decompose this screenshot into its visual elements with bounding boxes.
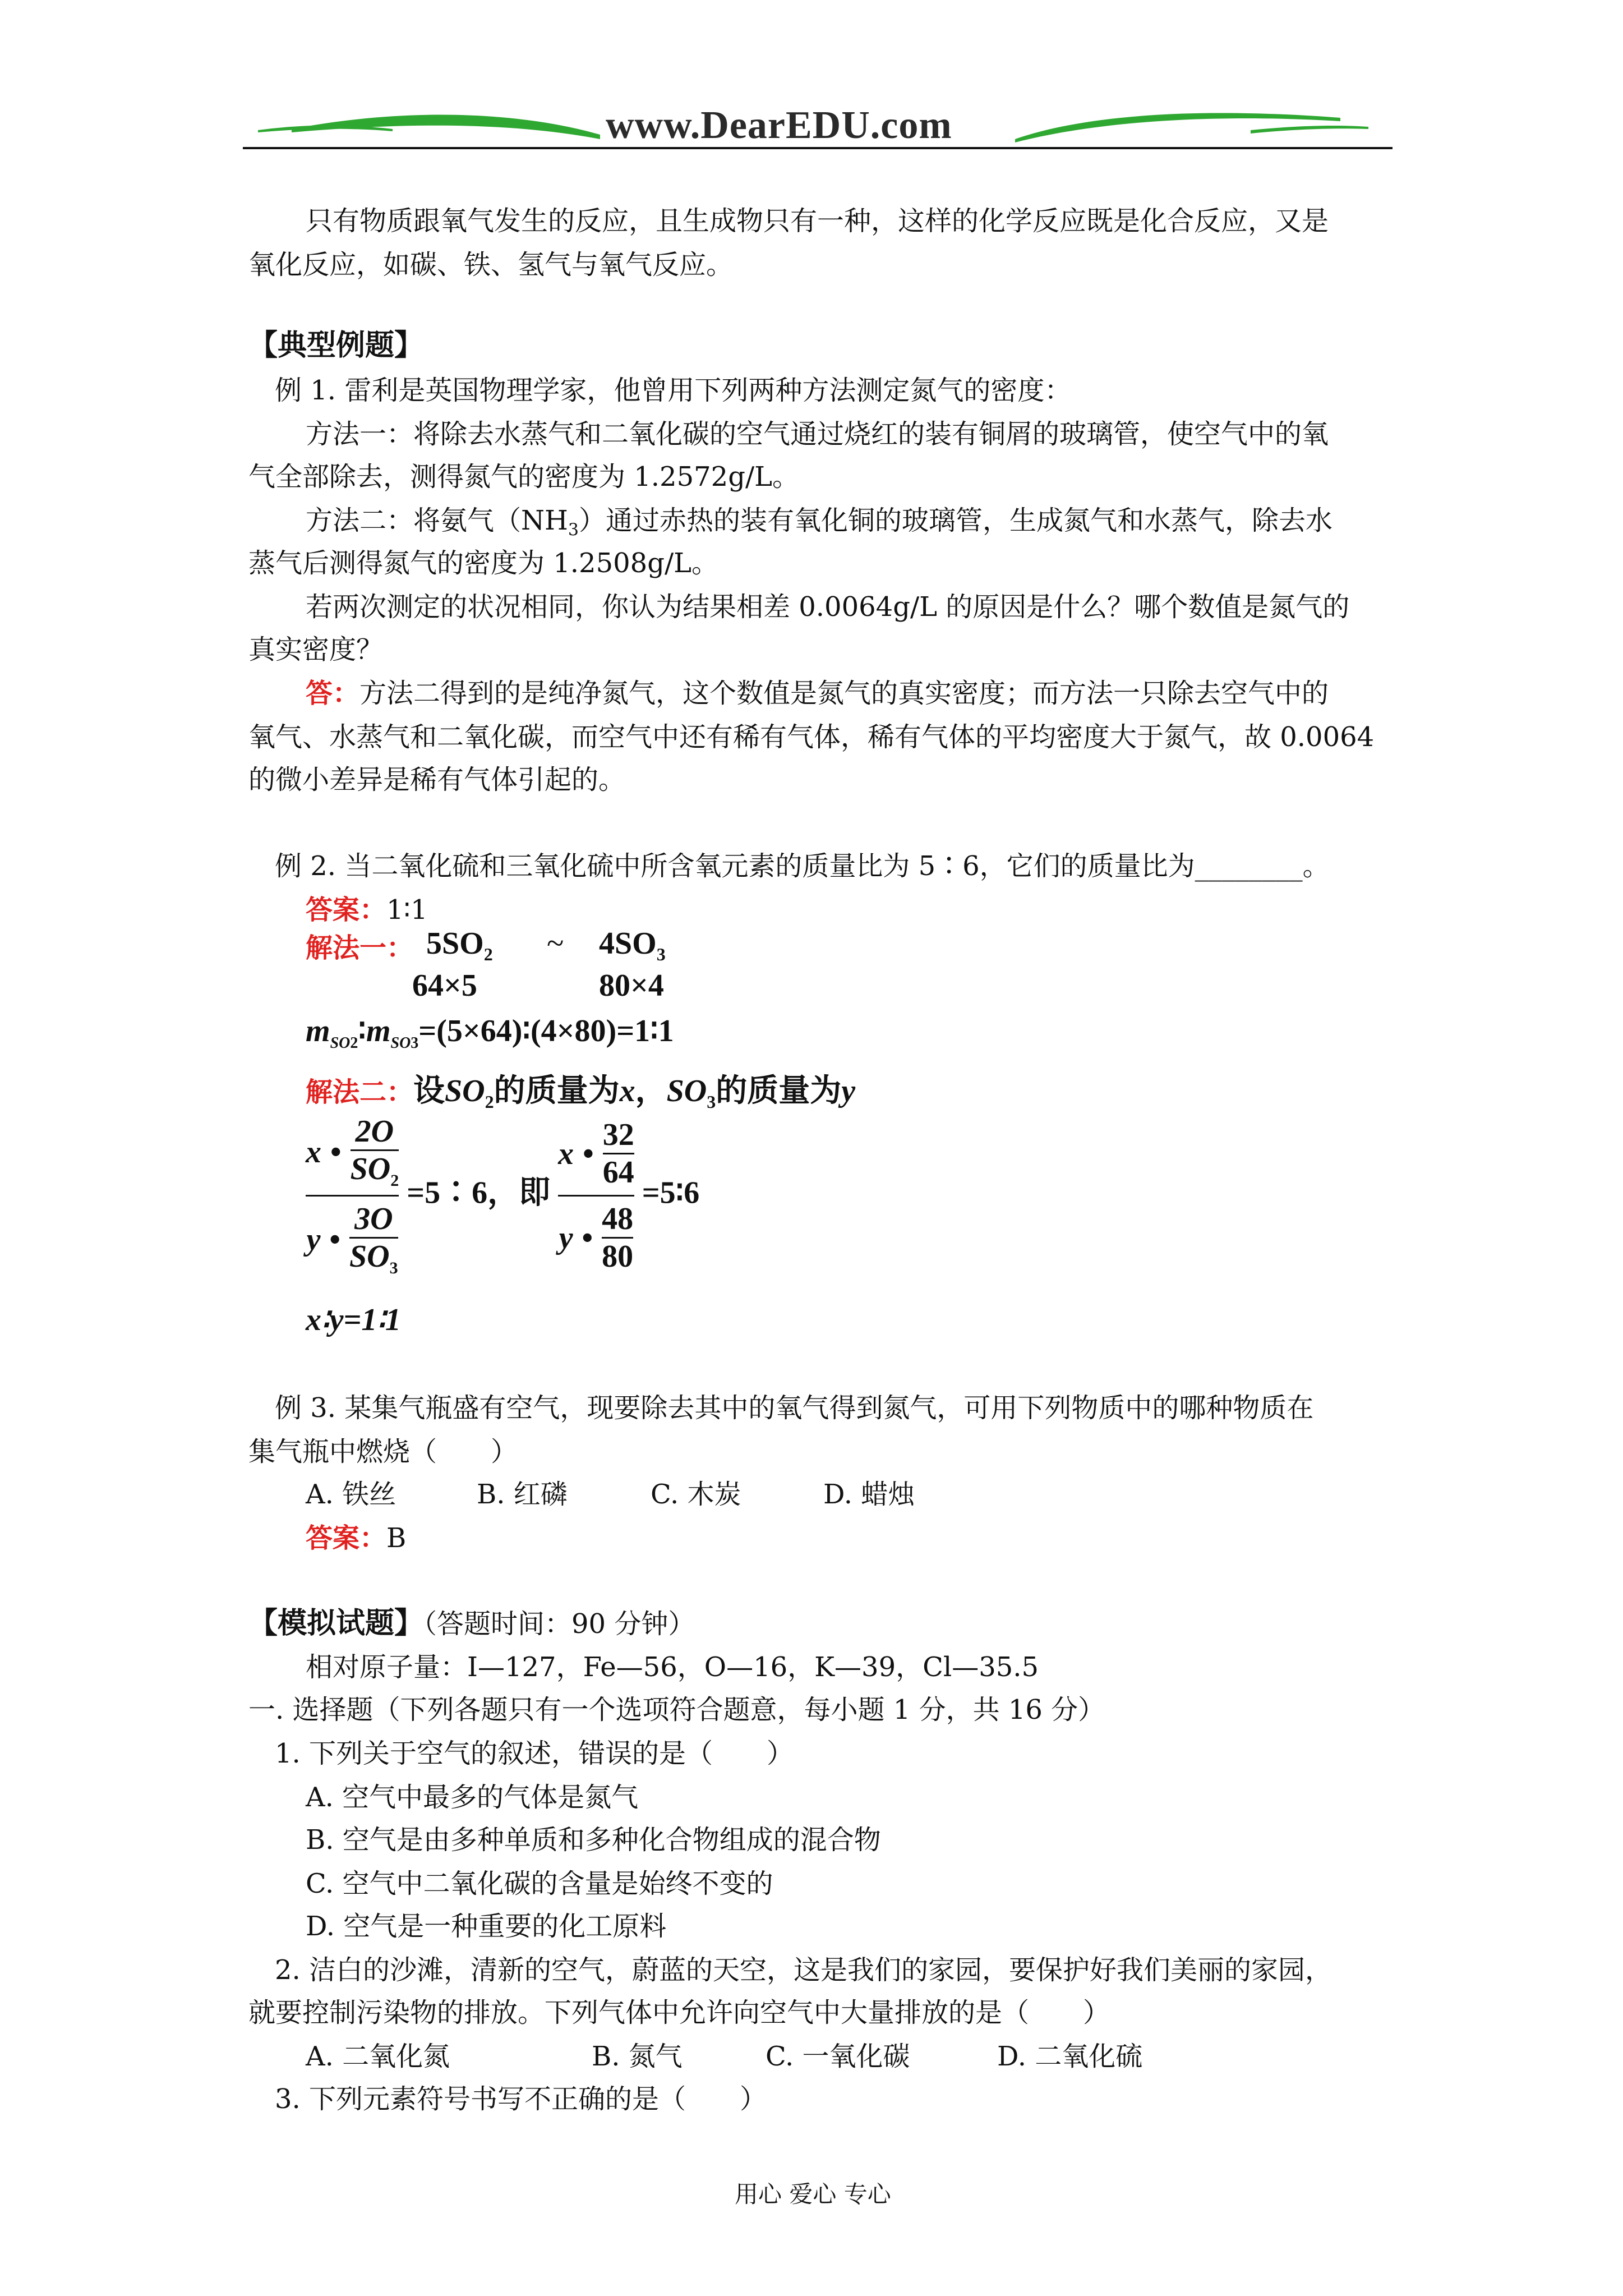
ex2-question: 例 2. 当二氧化硫和三氧化硫中所含氧元素的质量比为 5∶6，它们的质量比为________。 — [275, 850, 1330, 882]
ex1-question: 例 1. 雷利是英国物理学家，他曾用下列两种方法测定氮气的密度： — [275, 375, 1072, 406]
page-footer: 用心 爱心 专心 — [735, 2180, 891, 2208]
ex3-option-c: C. 木炭 — [651, 1479, 741, 1510]
section-title-mock: 【模拟试题】（答题时间：90 分钟） — [248, 1606, 695, 1640]
ex1-method1-line1: 方法一：将除去水蒸气和二氧化碳的空气通过烧红的装有铜屑的玻璃管，使空气中的氧 — [306, 418, 1329, 450]
q1: 1. 下列关于空气的叙述，错误的是（ ） — [275, 1738, 794, 1769]
ex2-sol1-tilde: ~ — [547, 926, 564, 961]
ex2-final: x∶y=1∶1 — [306, 1303, 401, 1337]
ex2-solution1-label: 解法一： — [306, 932, 414, 964]
ex1-method1-line2: 气全部除去，测得氮气的密度为 1.2572g/L。 — [248, 461, 799, 493]
intro-line-1: 只有物质跟氧气发生的反应，且生成物只有一种，这样的化学反应既是化合反应，又是 — [306, 205, 1329, 237]
q2-option-d: D. 二氧化硫 — [997, 2041, 1143, 2072]
ex1-method2-line1: 方法二：将氨气$(NH_3)$通过赤热的装有氧化铜的玻璃管，生成氮气和水蒸气，除去水 — [306, 505, 1332, 540]
header-rule — [243, 147, 1393, 149]
q2-option-b: B. 氮气 — [592, 2041, 683, 2072]
part1-heading: 一. 选择题（下列各题只有一个选项符合题意，每小题 1 分，共 16 分） — [248, 1694, 1105, 1726]
ex3-option-a: A. 铁丝 — [306, 1479, 396, 1510]
answer-label: 答： — [306, 678, 360, 709]
q1-option-c: C. 空气中二氧化碳的含量是始终不变的 — [306, 1868, 773, 1899]
q1-option-b: B. 空气是由多种单质和多种化合物组成的混合物 — [306, 1824, 881, 1856]
ex2-sol1-ratio: $m_{SO2}∶m_{SO3}=(5\times 64)∶(4\times 80)=1∶1$ — [306, 1014, 674, 1052]
q1-option-a: A. 空气中最多的气体是氮气 — [306, 1782, 639, 1813]
q2-line2: 就要控制污染物的排放。下列气体中允许向空气中大量排放的是（ ） — [248, 1997, 1110, 2028]
ex3-option-b: B. 红磷 — [477, 1479, 568, 1510]
atomic-masses: 相对原子量：I—127，Fe—56，O—16，K—39，Cl—35.5 — [306, 1651, 1039, 1683]
ex1-answer-line3: 的微小差异是稀有气体引起的。 — [248, 764, 626, 795]
section-title-examples: 【典型例题】 — [248, 328, 424, 362]
ex3-question-line1: 例 3. 某集气瓶盛有空气，现要除去其中的氧气得到氮气，可用下列物质中的哪种物质在 — [275, 1392, 1314, 1424]
ex2-answer: 答案：1∶1 — [306, 894, 428, 926]
ex2-sol1-eq2: $4SO_3$ — [599, 926, 666, 965]
intro-line-2: 氧化反应，如碳、铁、氢气与氧气反应。 — [248, 249, 734, 280]
ex1-answer-line1: 答：方法二得到的是纯净氮气，这个数值是氮气的真实密度；而方法一只除去空气中的 — [306, 678, 1329, 709]
q2-line1: 2. 洁白的沙滩，清新的空气，蔚蓝的天空，这是我们的家园，要保护好我们美丽的家园， — [275, 1954, 1332, 1986]
ex2-fraction-left: x • $\frac{2O}{SO_2}$ y • $\frac{3O}{SO_3}$ =5∶6，即 x • $\frac{32}{64}$ y • $\frac{48}{80}$ =5∶6 — [306, 1114, 700, 1278]
ex2-solution2: 解法二：设$SO_2$的质量为x，$SO_3$的质量为y — [306, 1074, 856, 1112]
ex3-answer: 答案：B — [306, 1522, 407, 1554]
ex3-question-line2: 集气瓶中燃烧（ ） — [248, 1436, 518, 1467]
q3: 3. 下列元素符号书写不正确的是（ ） — [275, 2083, 767, 2115]
ex1-answer-line2: 氧气、水蒸气和二氧化碳，而空气中还有稀有气体，稀有气体的平均密度大于氮气，故 0.0064 — [248, 721, 1375, 753]
ex2-sol1-mass2: 80×4 — [599, 968, 664, 1003]
ex2-sol1-eq1: $5SO_2$ — [426, 926, 493, 965]
ex3-option-d: D. 蜡烛 — [823, 1479, 915, 1510]
ex1-method2-line2: 蒸气后测得氮气的密度为 1.2508g/L。 — [248, 547, 718, 579]
ex1-question2-line2: 真实密度？ — [248, 634, 384, 665]
logo-text: www.DearEDU.com — [606, 104, 952, 147]
q1-option-d: D. 空气是一种重要的化工原料 — [306, 1911, 667, 1942]
q2-option-a: A. 二氧化氮 — [306, 2041, 450, 2072]
ex2-sol1-mass1: 64×5 — [412, 968, 477, 1003]
q2-option-c: C. 一氧化碳 — [766, 2041, 910, 2072]
ex1-question2-line1: 若两次测定的状况相同，你认为结果相差 0.0064g/L 的原因是什么？哪个数值是氮气的 — [306, 591, 1350, 623]
